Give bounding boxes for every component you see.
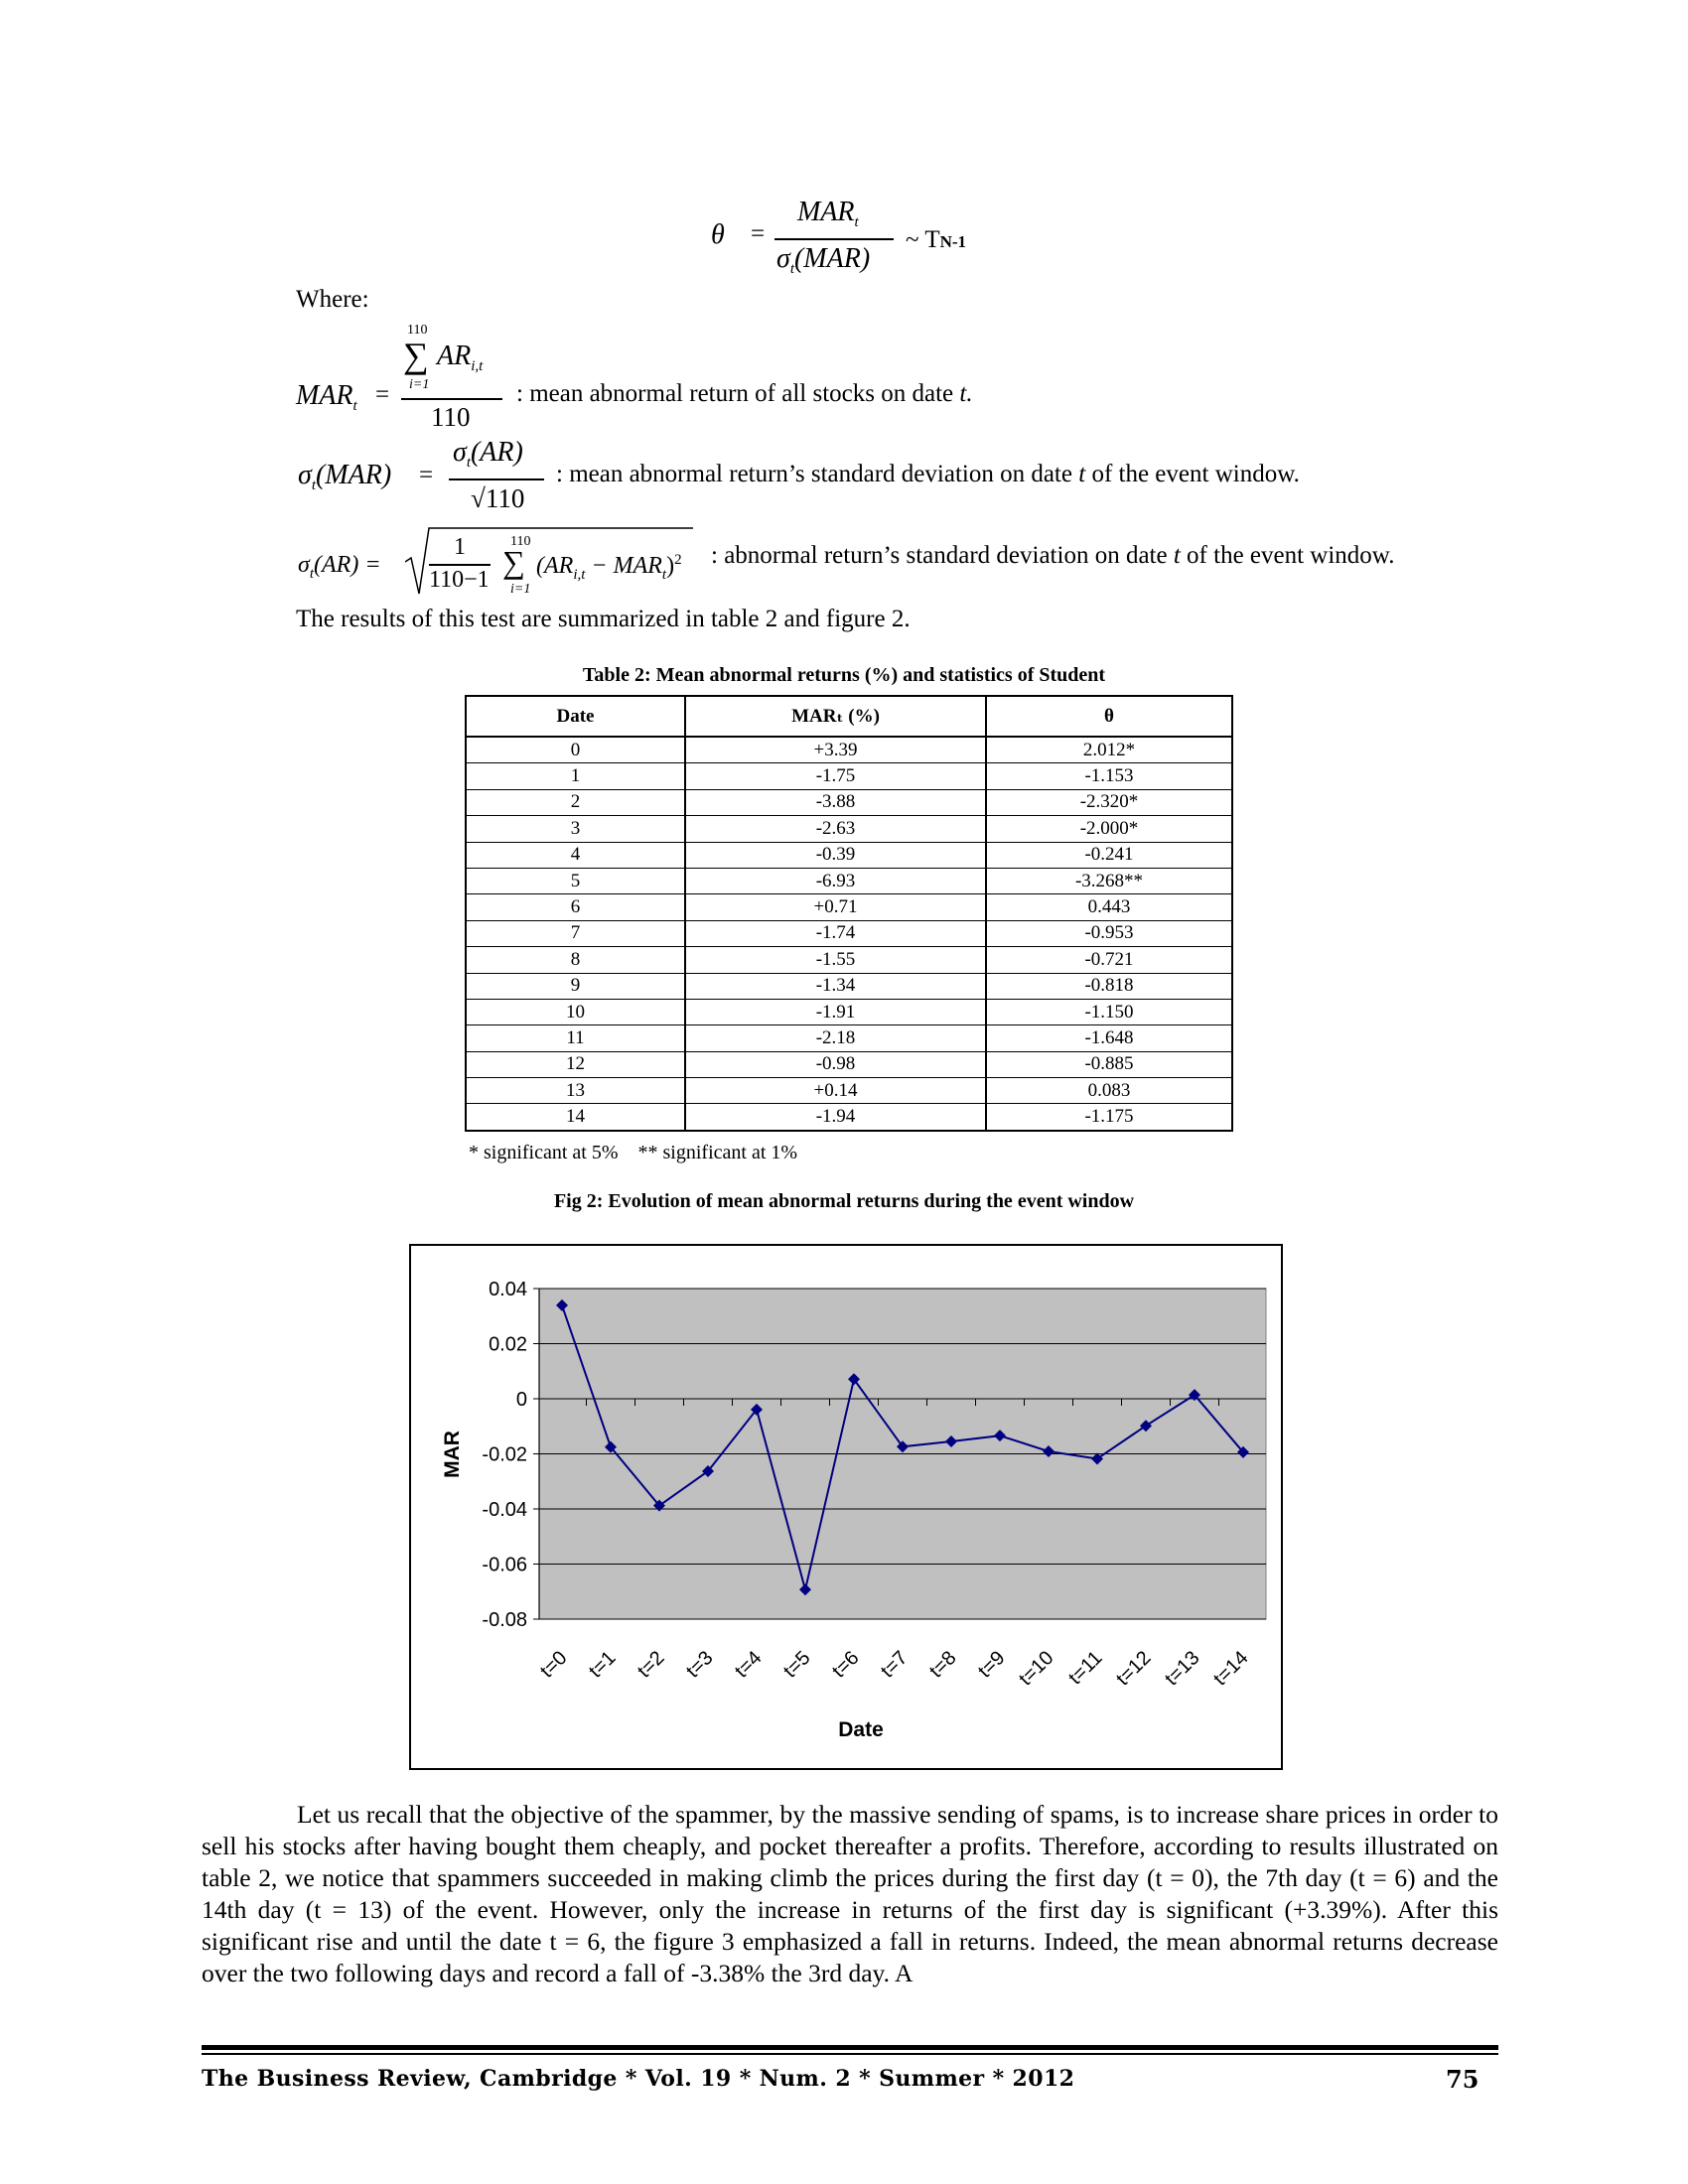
x-tick-label: t=2 xyxy=(633,1646,669,1683)
cell-theta: -3.268** xyxy=(986,868,1232,893)
table-row xyxy=(466,737,1232,763)
sum-symbol: ∑ xyxy=(403,336,429,375)
x-tick-label: t=3 xyxy=(681,1646,718,1683)
cell-date: 11 xyxy=(466,1025,685,1051)
y-tick-label: -0.08 xyxy=(482,1609,527,1631)
table-caption: Table 2: Mean abnormal returns (%) and statistics of Student xyxy=(582,664,1106,686)
theta-numerator: $MAR_t$ xyxy=(797,197,859,230)
sigma-mar-description: : mean abnormal return’s standard deviation on date t of the event window. xyxy=(556,461,1300,487)
cell-mar: +0.71 xyxy=(685,894,986,920)
x-tick-label: t=13 xyxy=(1161,1646,1204,1691)
x-axis-title: Date xyxy=(838,1718,884,1741)
mar-description: : mean abnormal return of all stocks on date t. xyxy=(516,380,973,407)
cell-theta: -0.818 xyxy=(986,973,1232,999)
cell-mar: -1.91 xyxy=(685,999,986,1024)
cell-mar: -0.39 xyxy=(685,842,986,868)
column-header-mar: MARₜ (%) xyxy=(685,696,986,737)
x-tick-label: t=4 xyxy=(730,1646,767,1683)
cell-date: 13 xyxy=(466,1078,685,1104)
sum-lower-limit: i=1 xyxy=(409,377,430,392)
cell-date: 1 xyxy=(466,763,685,789)
cell-date: 2 xyxy=(466,789,685,815)
table-row xyxy=(466,920,1232,946)
mar-sum-term: $AR_{i,t}$ xyxy=(437,341,484,374)
cell-theta: -1.153 xyxy=(986,763,1232,789)
cell-theta: -0.721 xyxy=(986,947,1232,973)
equals-sign: = xyxy=(419,462,434,488)
cell-date: 12 xyxy=(466,1051,685,1077)
cell-theta: -0.241 xyxy=(986,842,1232,868)
fraction-numerator: 1 xyxy=(454,534,466,560)
cell-mar: -3.88 xyxy=(685,789,986,815)
mar-lhs: $MAR_t$ xyxy=(296,380,357,414)
cell-theta: -1.150 xyxy=(986,999,1232,1024)
footer-rule-thick xyxy=(202,2045,1498,2050)
x-tick-label: t=0 xyxy=(535,1646,572,1683)
where-label: Where: xyxy=(296,286,369,313)
y-tick-label: -0.06 xyxy=(482,1554,527,1576)
x-tick-label: t=8 xyxy=(924,1646,961,1683)
results-sentence: The results of this test are summarized in table 2 and figure 2. xyxy=(296,606,911,632)
cell-mar: -1.94 xyxy=(685,1104,986,1131)
cell-date: 14 xyxy=(466,1104,685,1131)
x-tick-label: t=1 xyxy=(584,1646,621,1683)
table-row xyxy=(466,816,1232,842)
cell-theta: 0.443 xyxy=(986,894,1232,920)
table-row xyxy=(466,999,1232,1024)
x-tick-label: t=6 xyxy=(827,1646,864,1683)
cell-mar: -1.75 xyxy=(685,763,986,789)
x-tick-label: t=7 xyxy=(876,1646,913,1683)
table-row xyxy=(466,1104,1232,1131)
x-tick-label: t=5 xyxy=(778,1646,815,1683)
fraction-denominator: 110−1 xyxy=(429,567,490,593)
x-tick-label: t=12 xyxy=(1112,1646,1156,1691)
fraction-bar xyxy=(401,398,502,400)
fraction-bar xyxy=(774,238,894,240)
cell-date: 0 xyxy=(466,737,685,763)
table-row xyxy=(466,868,1232,893)
theta-symbol: θ xyxy=(711,219,725,250)
table-row xyxy=(466,894,1232,920)
cell-date: 6 xyxy=(466,894,685,920)
cell-theta: -2.000* xyxy=(986,816,1232,842)
cell-theta: 2.012* xyxy=(986,737,1232,763)
table-row xyxy=(466,842,1232,868)
y-tick-label: 0.04 xyxy=(489,1279,527,1300)
distribution-label: ~ TN-1 xyxy=(906,226,967,253)
cell-date: 10 xyxy=(466,999,685,1024)
cell-date: 9 xyxy=(466,973,685,999)
table-row xyxy=(466,763,1232,789)
cell-mar: -6.93 xyxy=(685,868,986,893)
sigma-ar-term: $(AR_{i,t} - MAR_t)^2$ xyxy=(536,552,682,583)
table-row xyxy=(466,973,1232,999)
cell-theta: -0.953 xyxy=(986,920,1232,946)
cell-date: 7 xyxy=(466,920,685,946)
results-table xyxy=(465,695,1233,1132)
sigma-ar-lhs: $\sigma_t(AR)$ = xyxy=(298,552,381,582)
y-tick-label: -0.02 xyxy=(482,1443,527,1466)
cell-mar: -0.98 xyxy=(685,1051,986,1077)
equals-sign: = xyxy=(751,220,766,247)
table-row xyxy=(466,947,1232,973)
x-tick-label: t=11 xyxy=(1064,1646,1107,1690)
cell-theta: 0.083 xyxy=(986,1078,1232,1104)
cell-date: 3 xyxy=(466,816,685,842)
x-tick-label: t=10 xyxy=(1015,1646,1058,1691)
x-tick-label: t=14 xyxy=(1209,1646,1253,1691)
footer-rule-thin xyxy=(202,2053,1498,2055)
figure-caption: Fig 2: Evolution of mean abnormal returns during the event window xyxy=(553,1190,1135,1212)
cell-mar: -2.63 xyxy=(685,816,986,842)
y-tick-label: 0 xyxy=(515,1389,527,1411)
sum-lower-limit: i=1 xyxy=(510,582,531,597)
cell-date: 5 xyxy=(466,868,685,893)
cell-date: 8 xyxy=(466,947,685,973)
table-header-row xyxy=(466,696,1232,737)
column-header-theta: θ xyxy=(986,696,1232,737)
cell-mar: -2.18 xyxy=(685,1025,986,1051)
fraction-bar xyxy=(429,564,491,566)
journal-footer: The Business Review, Cambridge * Vol. 19 * Num. 2 * Summer * 2012 xyxy=(202,2066,1075,2092)
cell-theta: -1.175 xyxy=(986,1104,1232,1131)
table-row xyxy=(466,1051,1232,1077)
table-row xyxy=(466,1078,1232,1104)
theta-denominator: $\sigma_t(MAR)$ xyxy=(776,243,871,277)
cell-mar: -1.74 xyxy=(685,920,986,946)
x-tick-label: t=9 xyxy=(973,1646,1010,1683)
fraction-bar xyxy=(449,478,544,480)
table-row xyxy=(466,789,1232,815)
cell-mar: +3.39 xyxy=(685,737,986,763)
mar-line-chart xyxy=(409,1244,1283,1770)
sigma-mar-numerator: $\sigma_t(AR)$ xyxy=(453,437,523,471)
sum-symbol: ∑ xyxy=(502,544,525,580)
cell-mar: +0.14 xyxy=(685,1078,986,1104)
cell-theta: -2.320* xyxy=(986,789,1232,815)
cell-date: 4 xyxy=(466,842,685,868)
column-header-date: Date xyxy=(466,696,685,737)
body-paragraph: Let us recall that the objective of the spammer, by the massive sending of spams, is to increase share prices in order to sell his stocks after having bought them cheaply, and pocket thereafter a profits. Therefore, according to results illustrated on table 2, we notice that spammers succeeded in making climb the prices during the first day (t = 0), the 7th day (t = 6) and the 14th day (t = 13) of the event. However, only the increase in returns of the first day is significant (+3.39%). After this significant rise and until the date t = 6, the figure 3 emphasized a fall in returns. Indeed, the mean abnormal returns decrease over the two following days and record a fall of -3.38% the 3rd day. A xyxy=(202,1800,1498,1987)
y-tick-label: -0.04 xyxy=(482,1499,527,1521)
cell-theta: -0.885 xyxy=(986,1051,1232,1077)
sum-upper-limit: 110 xyxy=(510,534,531,549)
table-row xyxy=(466,1025,1232,1051)
cell-mar: -1.55 xyxy=(685,947,986,973)
mar-denominator: 110 xyxy=(431,402,471,432)
cell-theta: -1.648 xyxy=(986,1025,1232,1051)
equals-sign: = xyxy=(375,381,390,408)
table-footnote: * significant at 5% ** significant at 1% xyxy=(469,1142,798,1163)
sum-upper-limit: 110 xyxy=(407,323,428,338)
page-number: 75 xyxy=(1446,2065,1479,2094)
cell-mar: -1.34 xyxy=(685,973,986,999)
y-tick-label: 0.02 xyxy=(489,1333,527,1356)
sigma-ar-description: : abnormal return’s standard deviation on date t of the event window. xyxy=(711,542,1395,569)
y-axis-title: MAR xyxy=(441,1431,464,1478)
sigma-mar-lhs: $\sigma_t(MAR)$ xyxy=(298,460,392,493)
sigma-mar-denominator: √110 xyxy=(471,483,525,513)
